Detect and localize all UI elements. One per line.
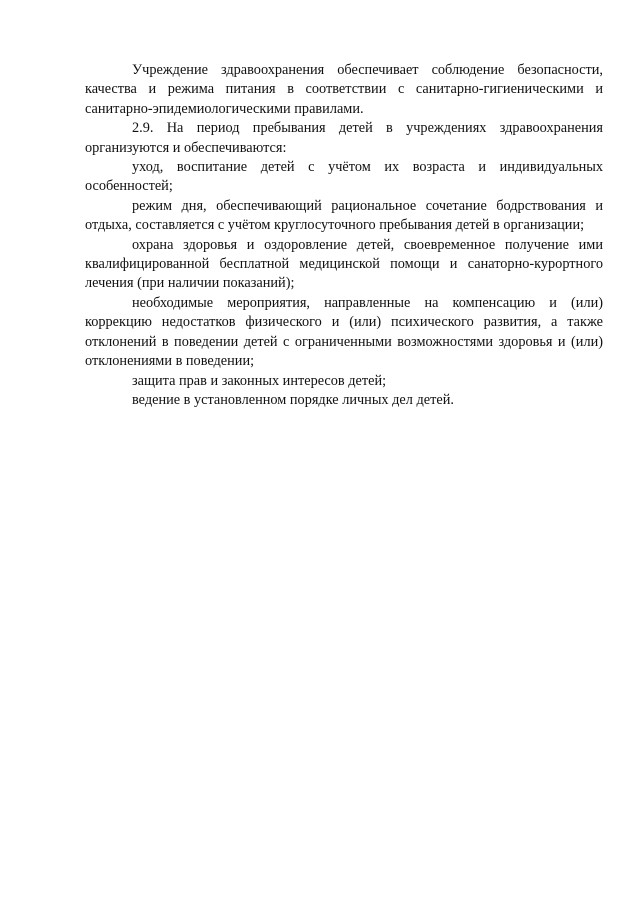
document-text bbox=[85, 61, 603, 410]
paragraph-food-safety: Учреждение здравоохранения обеспечивает соблюдение безопасности, качества и режима питания в соответствии с санитарно-гигиеническими и санитарно-эпидемиологическими правилами. bbox=[85, 62, 603, 117]
paragraph-rights-protection: защита прав и законных интересов детей; bbox=[132, 372, 387, 389]
paragraph-health-protection: охрана здоровья и оздоровление детей, своевременное получение ими квалифицированной бесплатной медицинской помощи и санаторно-курортного лечения (при наличии показаний); bbox=[85, 236, 603, 292]
paragraph-section-2-9: 2.9. На период пребывания детей в учреждениях здравоохранения организуются и обеспечиваются: bbox=[85, 120, 603, 156]
paragraph-correction-measures: необходимые мероприятия, направленные на компенсацию и (или) коррекцию недостатков физического и (или) психического развития, а также отклонений в поведении детей с ограниченными возможностями здоровья и (или) отклонениями в поведении; bbox=[85, 294, 603, 370]
paragraph-daily-regime: режим дня, обеспечивающий рациональное сочетание бодрствования и отдыха, составляется с учётом круглосуточного пребывания детей в организации; bbox=[85, 197, 603, 234]
paragraph-personal-files: ведение в установленном порядке личных дел детей. bbox=[132, 391, 454, 408]
paragraph-care-upbringing: уход, воспитание детей с учётом их возраста и индивидуальных особенностей; bbox=[85, 159, 603, 195]
